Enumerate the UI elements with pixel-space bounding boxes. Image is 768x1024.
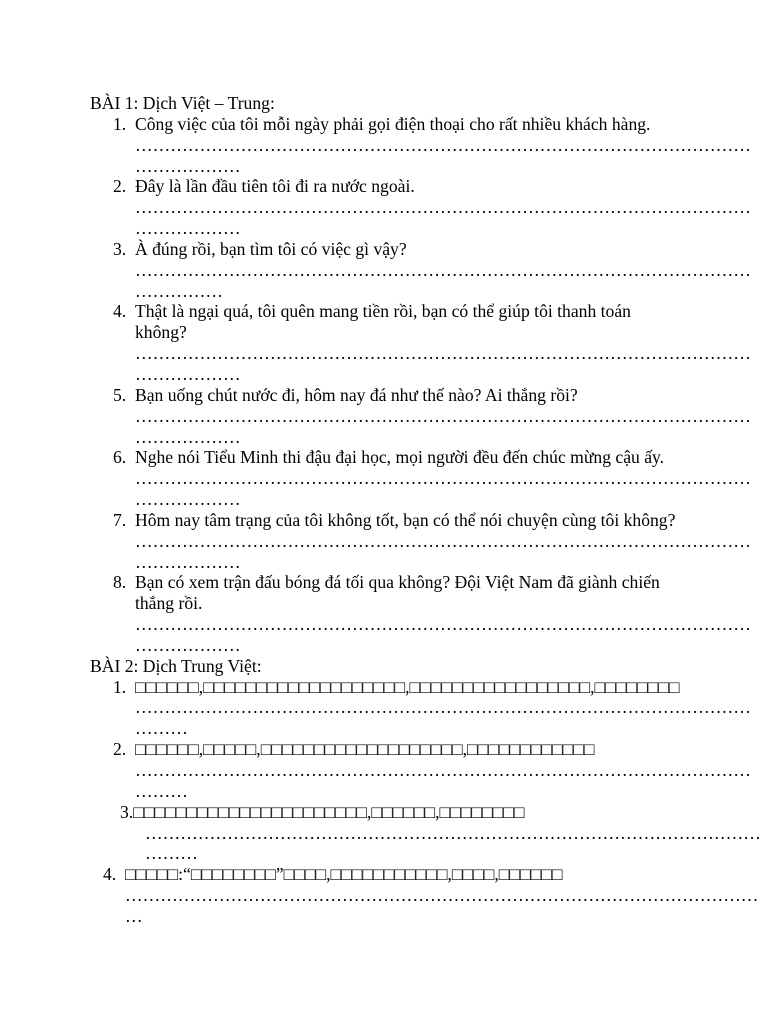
exercise-item	[90, 384, 751, 448]
exercise-item	[90, 676, 751, 740]
item-number: 5.	[113, 384, 127, 405]
exercise-item	[90, 447, 751, 510]
answer-line: ……………………………………………………………………………………………	[135, 405, 751, 426]
exercise-item	[90, 301, 751, 384]
exercise-item	[90, 739, 751, 802]
answer-line: ………	[135, 718, 188, 739]
item-prompt: Bạn có xem trận đấu bóng đá tối qua không? Đội Việt Nam đã giành chiến thắng rồi.	[135, 572, 660, 614]
exercise-item	[90, 238, 751, 302]
item-number: 1.	[113, 676, 127, 697]
item-prompt: Nghe nói Tiểu Minh thi đậu đại học, mọi người đều đến chúc mừng cậu ấy.	[135, 447, 665, 468]
item-prompt: □□□□□□□□□□□□□□□□□□□□□□,□□□□□□,□□□□□□□□	[133, 801, 525, 822]
item-prompt: Bạn uống chút nước đi, hôm nay đá như thế nào? Ai thắng rồi?	[135, 384, 578, 405]
answer-line: ………	[145, 843, 198, 864]
item-number: 4.	[103, 864, 117, 885]
answer-line: ………………	[135, 363, 241, 384]
item-number: 2.	[113, 176, 127, 197]
answer-line: ……………	[135, 280, 223, 301]
item-prompt: Đây là lần đầu tiên tôi đi ra nước ngoài.	[135, 176, 415, 197]
answer-line: ………………	[135, 489, 241, 510]
exercise-item	[90, 113, 751, 177]
answer-line: ………………	[135, 634, 241, 655]
answer-line: ………	[135, 780, 188, 801]
answer-line: ……………………………………………………………………………………………	[135, 197, 751, 218]
item-prompt: □□□□□:“□□□□□□□□”□□□□,□□□□□□□□□□□,□□□□,□□□□□□	[125, 864, 563, 885]
item-number: 7.	[113, 509, 127, 530]
answer-line: ……………………………………………………………………………………………	[135, 468, 751, 489]
worksheet-page	[90, 93, 761, 927]
item-prompt: Thật là ngại quá, tôi quên mang tiền rồi, bạn có thể giúp tôi thanh toán không?	[135, 301, 631, 343]
answer-line: ……………………………………………………………………………………………	[135, 760, 751, 780]
answer-line: ……………………………………………………………………………………………	[135, 343, 751, 364]
item-number: 8.	[113, 572, 127, 593]
exercise-item	[90, 509, 751, 573]
answer-line: ……………………………………………………………………………………………	[135, 134, 751, 155]
item-prompt: □□□□□□,□□□□□□□□□□□□□□□□□□□,□□□□□□□□□□□□□□□□□,□□□□□□□□	[135, 676, 680, 697]
section-heading: BÀI 1: Dịch Việt – Trung:	[90, 93, 275, 113]
answer-line: ………………	[135, 218, 241, 239]
answer-line: ……………………………………………………………………………………………	[135, 530, 751, 551]
item-number: 3.	[120, 801, 134, 822]
item-prompt: Công việc của tôi mỗi ngày phải gọi điện thoại cho rất nhiều khách hàng.	[135, 113, 651, 134]
answer-line: ………………	[135, 551, 241, 572]
item-prompt: À đúng rồi, bạn tìm tôi có việc gì vậy?	[135, 238, 407, 259]
answer-line: ……………………………………………………………………………………………	[145, 822, 761, 843]
answer-line: ……………………………………………………………………………………………	[135, 259, 751, 280]
answer-line: ………………	[135, 155, 241, 176]
item-number: 6.	[113, 447, 127, 468]
item-number: 1.	[113, 113, 127, 134]
item-number: 4.	[113, 301, 127, 322]
answer-line: …	[125, 905, 143, 926]
exercise-item	[90, 176, 751, 239]
item-number: 3.	[113, 238, 127, 259]
item-prompt: □□□□□□,□□□□□,□□□□□□□□□□□□□□□□□□□,□□□□□□□□□□□□	[135, 739, 595, 760]
answer-line: ………………………………………………………………………………………………	[125, 885, 759, 906]
item-number: 2.	[113, 739, 127, 760]
section-heading: BÀI 2: Dịch Trung Việt:	[90, 655, 262, 676]
answer-line: ……………………………………………………………………………………………	[135, 697, 751, 718]
exercise-item	[90, 864, 759, 927]
exercise-item	[90, 572, 751, 655]
item-prompt: Hôm nay tâm trạng của tôi không tốt, bạn có thể nói chuyện cùng tôi không?	[135, 509, 676, 530]
item-first-line	[120, 802, 678, 823]
exercise-item	[90, 801, 761, 865]
answer-line: ………………	[135, 426, 241, 447]
answer-line: ……………………………………………………………………………………………	[135, 614, 751, 635]
